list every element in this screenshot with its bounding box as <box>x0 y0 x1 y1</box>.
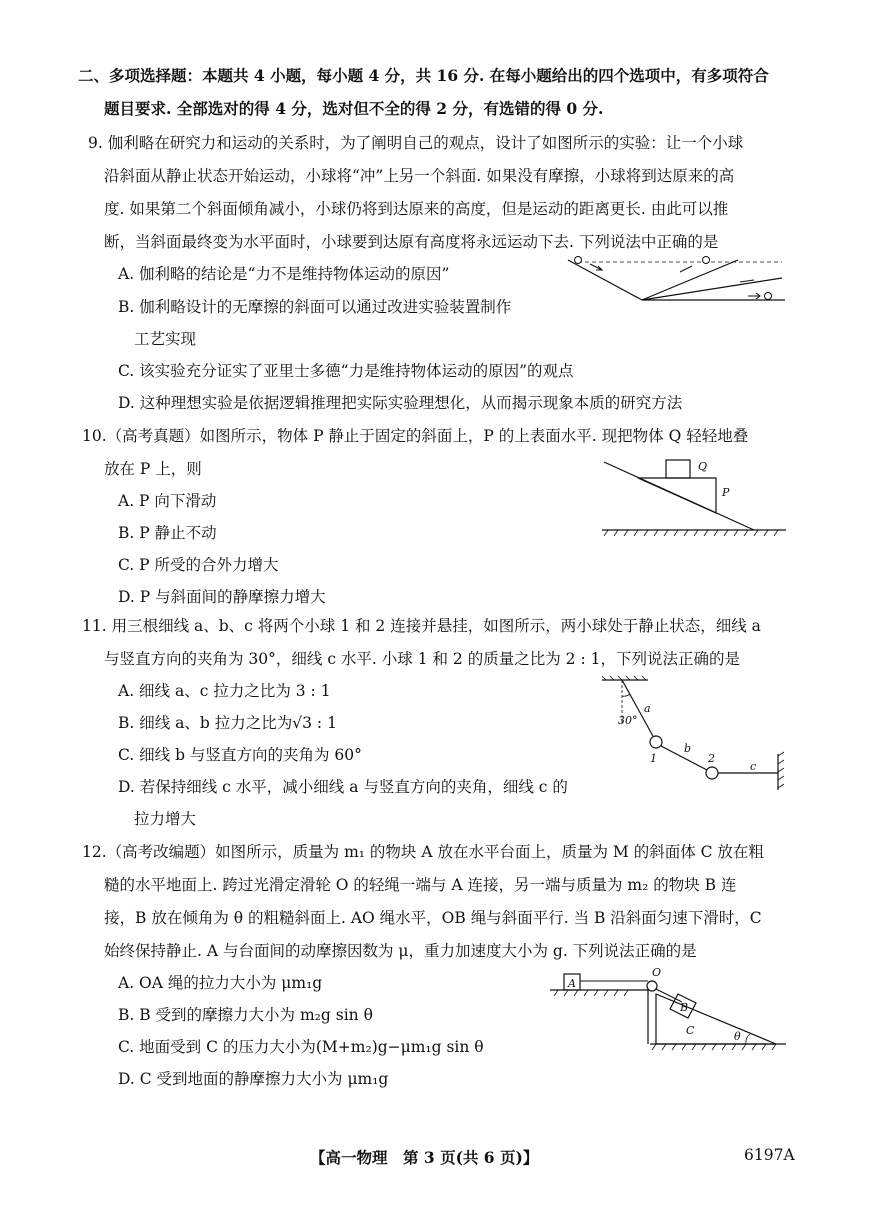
q11-figure-angle-label: 30° <box>618 714 638 727</box>
q11-option-b: B. 细线 a、b 拉力之比为√3 : 1 <box>118 714 337 732</box>
q12-figure-label-a: A <box>568 977 576 990</box>
q10-figure-label-q: Q <box>698 460 708 473</box>
paper-code: 6197A <box>744 1146 795 1164</box>
section-header-line1: 二、多项选择题：本题共 4 小题，每小题 4 分，共 16 分. 在每小题给出的四个选项中，有多项符合 <box>78 66 769 85</box>
q11-stem-line1: 11. 用三根细线 a、b、c 将两个小球 1 和 2 连接并悬挂，如图所示，两小球处于静止状态，细线 a <box>82 617 761 635</box>
q12-option-c: C. 地面受到 C 的压力大小为(M+m₂)g−μm₁g sin θ <box>118 1038 484 1056</box>
q11-stem-line2: 与竖直方向的夹角为 30°，细线 c 水平. 小球 1 和 2 的质量之比为 2 : 1，下列说法正确的是 <box>104 650 740 668</box>
q11-option-d-line2: 拉力增大 <box>134 810 197 828</box>
q11-option-c: C. 细线 b 与竖直方向的夹角为 60° <box>118 746 362 764</box>
q10-option-d: D. P 与斜面间的静摩擦力增大 <box>118 588 326 606</box>
q12-stem-line3: 接，B 放在倾角为 θ 的粗糙斜面上. AO 绳水平，OB 绳与斜面平行. 当 B 沿斜面匀速下滑时，C <box>104 909 762 927</box>
q11-option-a: A. 细线 a、c 拉力之比为 3 : 1 <box>118 682 331 700</box>
q10-option-b: B. P 静止不动 <box>118 524 217 542</box>
q9-stem-line4: 断，当斜面最终变为水平面时，小球要到达原有高度将永远运动下去. 下列说法中正确的是 <box>104 233 719 251</box>
section-header-line2: 题目要求. 全部选对的得 4 分，选对但不全的得 2 分，有选错的得 0 分. <box>104 99 604 118</box>
q10-figure-incline <box>598 452 790 538</box>
q12-figure-label-theta: θ <box>734 1030 741 1043</box>
q9-option-d: D. 这种理想实验是依据逻辑推理把实际实验理想化，从而揭示现象本质的研究方法 <box>118 394 683 412</box>
page-footer: 【高一物理 第 3 页(共 6 页)】 <box>310 1148 539 1167</box>
q12-option-a: A. OA 绳的拉力大小为 μm₁g <box>118 974 323 992</box>
q11-option-d-line1: D. 若保持细线 c 水平，减小细线 a 与竖直方向的夹角，细线 c 的 <box>118 778 568 796</box>
q9-option-c: C. 该实验充分证实了亚里士多德“力是维持物体运动的原因”的观点 <box>118 362 574 380</box>
q11-figure-hanging-balls <box>600 676 790 796</box>
q12-figure-pulley-incline <box>550 964 790 1054</box>
q12-figure-label-o: O <box>652 966 662 979</box>
q12-figure-label-c: C <box>686 1024 695 1037</box>
q9-stem-line2: 沿斜面从静止状态开始运动，小球将“冲”上另一个斜面. 如果没有摩擦，小球将到达原来的高 <box>104 167 735 185</box>
q10-stem-line2: 放在 P 上，则 <box>104 460 202 478</box>
q9-stem-line3: 度. 如果第二个斜面倾角减小，小球仍将到达原来的高度，但是运动的距离更长. 由此可以推 <box>104 200 729 218</box>
q9-figure-inclines <box>560 252 790 312</box>
q10-figure-label-p: P <box>722 486 730 499</box>
q12-option-d: D. C 受到地面的静摩擦力大小为 μm₁g <box>118 1070 389 1088</box>
q9-option-b-line2: 工艺实现 <box>134 330 197 348</box>
q12-stem-line1: 12.（高考改编题）如图所示，质量为 m₁ 的物块 A 放在水平台面上，质量为 M 的斜面体 C 放在粗 <box>82 843 764 861</box>
q12-figure-label-b: B <box>680 1001 689 1014</box>
q9-option-a: A. 伽利略的结论是“力不是维持物体运动的原因” <box>118 265 450 283</box>
q11-figure-label-c: c <box>750 760 757 773</box>
q12-option-b: B. B 受到的摩擦力大小为 m₂g sin θ <box>118 1006 373 1024</box>
q12-stem-line4: 始终保持静止. A 与台面间的动摩擦因数为 μ，重力加速度大小为 g. 下列说法正确的是 <box>104 942 697 960</box>
q11-figure-label-b: b <box>684 742 692 755</box>
q11-figure-label-ball1: 1 <box>650 752 657 765</box>
q11-figure-label-a: a <box>644 702 651 715</box>
q12-stem-line2: 糙的水平地面上. 跨过光滑定滑轮 O 的轻绳一端与 A 连接，另一端与质量为 m₂ 的物块 B 连 <box>104 876 737 894</box>
q11-figure-label-ball2: 2 <box>708 752 715 765</box>
q10-option-c: C. P 所受的合外力增大 <box>118 556 279 574</box>
q10-option-a: A. P 向下滑动 <box>118 492 217 510</box>
q9-stem-line1: 9. 伽利略在研究力和运动的关系时，为了阐明自己的观点，设计了如图所示的实验：让一个小球 <box>88 134 744 152</box>
q10-stem-line1: 10.（高考真题）如图所示，物体 P 静止于固定的斜面上，P 的上表面水平. 现把物体 Q 轻轻地叠 <box>82 427 749 445</box>
q9-option-b-line1: B. 伽利略设计的无摩擦的斜面可以通过改进实验装置制作 <box>118 298 512 316</box>
